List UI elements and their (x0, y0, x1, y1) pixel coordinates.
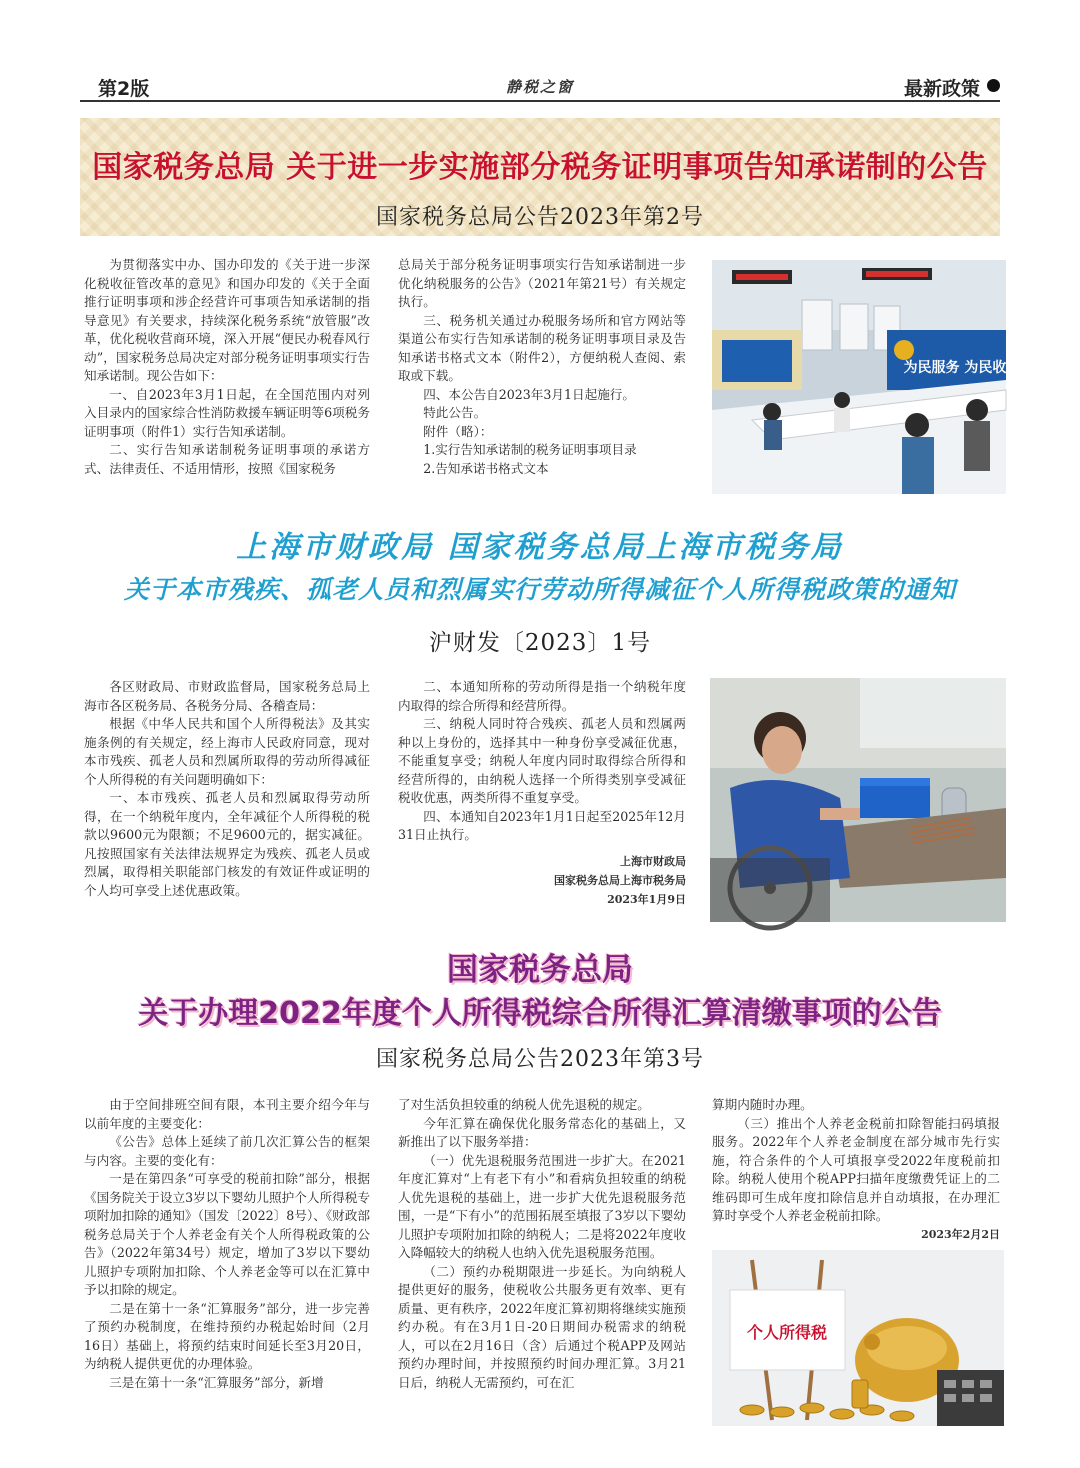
paragraph: 总局关于部分税务证明事项实行告知承诺制进一步优化纳税服务的公告》（2021年第21号）有关规定执行。 (398, 257, 686, 309)
section-name: 最新政策 (903, 78, 980, 100)
bullet-icon (987, 79, 1000, 92)
paragraph: 各区财政局、市财政监督局，国家税务总局上海市各区税务局、各税务分局、各稽查局： (84, 679, 370, 713)
paragraph: 一、本市残疾、孤老人员和烈属取得劳动所得，在一个纳税年度内，全年减征个人所得税的税款以9600元为限额；不足9600元的，据实减征。凡按照国家有关法律法规界定为残疾、孤老人员或烈属，取得相关职能部门核发的有效证件或证明的个人均可享受上述优惠政策。 (84, 790, 370, 898)
signature-date: 2023年1月9日 (607, 893, 686, 906)
article1-column-2 (398, 256, 686, 478)
paragraph: 一是在第四条“可享受的税前扣除”部分，根据《国务院关于设立3岁以下婴幼儿照护个人所得税专项附加扣除的通知》（国发〔2022〕8号）、《财政部 税务总局关于个人养老金有关个人所得税政策的公告》（2022年第34号）规定，增加了3岁以下婴幼儿照护专项附加扣除、个人养老金等可以在汇算中予以扣除的规定。 (84, 1171, 370, 1297)
article3-column-3 (712, 1096, 1000, 1244)
service-sign: 为民服务 为民收税 (903, 360, 1021, 376)
paragraph: 附件（略）： (423, 423, 493, 439)
article2-column-1 (84, 678, 370, 900)
tax-hall-photo (712, 260, 1021, 494)
article2-title-line1: 上海市财政局 国家税务总局上海市税务局 (236, 530, 844, 565)
paragraph: 二、实行告知承诺制税务证明事项的承诺方式、法律责任、不适用情形，按照《国家税务 (84, 442, 370, 476)
paragraph: 为贯彻落实中办、国办印发的《关于进一步深化税收征管改革的意见》和国办印发的《关于全面推行证明事项和涉企经营许可事项告知承诺制的指导意见》有关要求，持续深化税务系统“放管服”改革，优化税收营商环境，深入开展“便民办税春风行动”，国家税务总局决定对部分税务证明事项实行告知承诺制。现公告如下： (84, 257, 370, 383)
article3-subtitle: 国家税务总局公告2023年第3号 (376, 1047, 704, 1072)
newspaper-name: 静税之窗 (505, 78, 574, 96)
article1-title: 国家税务总局 关于进一步实施部分税务证明事项告知承诺制的公告 (92, 150, 988, 185)
paragraph: 二、本通知所称的劳动所得是指一个纳税年度内取得的综合所得和经营所得。 (398, 679, 686, 713)
tax-board-label: 个人所得税 (746, 1323, 828, 1342)
paragraph: 四、本通知自2023年1月1日起至2025年12月31日止执行。 (398, 808, 686, 842)
article3-title-line1: 国家税务总局 (447, 952, 633, 988)
paragraph: （二）预约办税期限进一步延长。为向纳税人提供更好的服务，使税收公共服务更有效率、更有质量、更有秩序，2022年度汇算初期将继续实施预约办税。有在3月1日-20日期间办税需求的纳税人，可以在2月16日（含）后通过个税APP及网站预约办理时间，并按照预约时间办理汇算。3月21日后，纳税人无需预约，可在汇 (398, 1263, 686, 1390)
paragraph: （三）推出个人养老金税前扣除智能扫码填报服务。2022年个人养老金制度在部分城市先行实施，符合条件的个人可填报享受2022年度税前扣除。纳税人使用个税APP扫描年度缴费凭证上的二维码即可生成年度扣除信息并自动填报，在办理汇算时享受个人养老金税前扣除。 (712, 1115, 1000, 1223)
paragraph: 今年汇算在确保优化服务常态化的基础上，又新推出了以下服务举措： (398, 1115, 686, 1149)
article3-date: 2023年2月2日 (921, 1227, 1000, 1241)
article3-column-2 (398, 1096, 686, 1392)
paragraph: （一）优先退税服务范围进一步扩大。在2021年度汇算对“上有老下有小”和看病负担较重的纳税人优先退税的基础上，进一步扩大优先退税服务范围，一是“下有小”的范围拓展至填报了3岁以下婴幼儿照护专项附加扣除的纳税人；二是将2022年度收入降幅较大的纳税人也纳入优先退税服务范围。 (398, 1152, 686, 1260)
article1-column-1 (84, 256, 370, 478)
page-number: 第2版 (98, 78, 150, 100)
paragraph: 1.实行告知承诺制的税务证明事项目录 (423, 442, 637, 457)
paragraph: 三、纳税人同时符合残疾、孤老人员和烈属两种以上身份的，选择其中一种身份享受减征优惠，不能重复享受；纳税人年度内同时取得综合所得和经营所得的，由纳税人选择一个所得类别享受减征税收优惠，两类所得不重复享受。 (398, 716, 686, 805)
paragraph: 四、本公告自2023年3月1日起施行。 (423, 386, 635, 402)
article2-signature (398, 852, 686, 909)
article2-subtitle: 沪财发〔2023〕1号 (428, 630, 652, 656)
paragraph: 三、税务机关通过办税服务场所和官方网站等渠道公布实行告知承诺制的税务证明事项目录及告知承诺书格式文本（附件2），方便纳税人查阅、索取或下载。 (398, 312, 686, 383)
article1-subtitle: 国家税务总局公告2023年第2号 (376, 205, 704, 230)
signer-finance-bureau: 上海市财政局 (620, 855, 686, 868)
paragraph: 2.告知承诺书格式文本 (423, 460, 549, 476)
paragraph: 算期内随时办理。 (712, 1097, 813, 1112)
page-header (80, 72, 1000, 100)
paragraph: 三是在第十一条“汇算服务”部分，新增 (109, 1374, 324, 1390)
paragraph: 特此公告。 (423, 405, 487, 420)
article3-title-line2: 关于办理2022年度个人所得税综合所得汇算清缴事项的公告 (138, 996, 942, 1031)
article3-column-1 (84, 1096, 370, 1392)
signer-tax-bureau: 国家税务总局上海市税务局 (554, 874, 686, 887)
paragraph: 由于空间排班空间有限，本刊主要介绍今年与以前年度的主要变化： (84, 1097, 370, 1131)
worker-wheelchair-photo (710, 678, 1006, 922)
paragraph: 《公告》总体上延续了前几次汇算公告的框架与内容。主要的变化有： (84, 1134, 370, 1168)
paragraph: 二是在第十一条“汇算服务”部分，进一步完善了预约办税制度，在维持预约办税起始时间（2月16日）基础上，将预约结束时间延长至3月20日，为纳税人提供更优的办理体验。 (84, 1300, 370, 1371)
article2-column-2 (398, 678, 686, 845)
income-tax-photo (712, 1250, 1004, 1426)
paragraph: 一、自2023年3月1日起，在全国范围内对列入目录内的国家综合性消防救援车辆证明等6项税务证明事项（附件1）实行告知承诺制。 (84, 386, 370, 439)
article2-title-line2: 关于本市残疾、孤老人员和烈属实行劳动所得减征个人所得税政策的通知 (123, 575, 956, 604)
paragraph: 根据《中华人民共和国个人所得税法》及其实施条例的有关规定，经上海市人民政府同意，现对本市残疾、孤老人员和烈属所取得的劳动所得减征个人所得税的有关问题明确如下： (84, 716, 370, 787)
header-divider (80, 100, 1000, 102)
paragraph: 了对生活负担较重的纳税人优先退税的规定。 (398, 1097, 650, 1112)
